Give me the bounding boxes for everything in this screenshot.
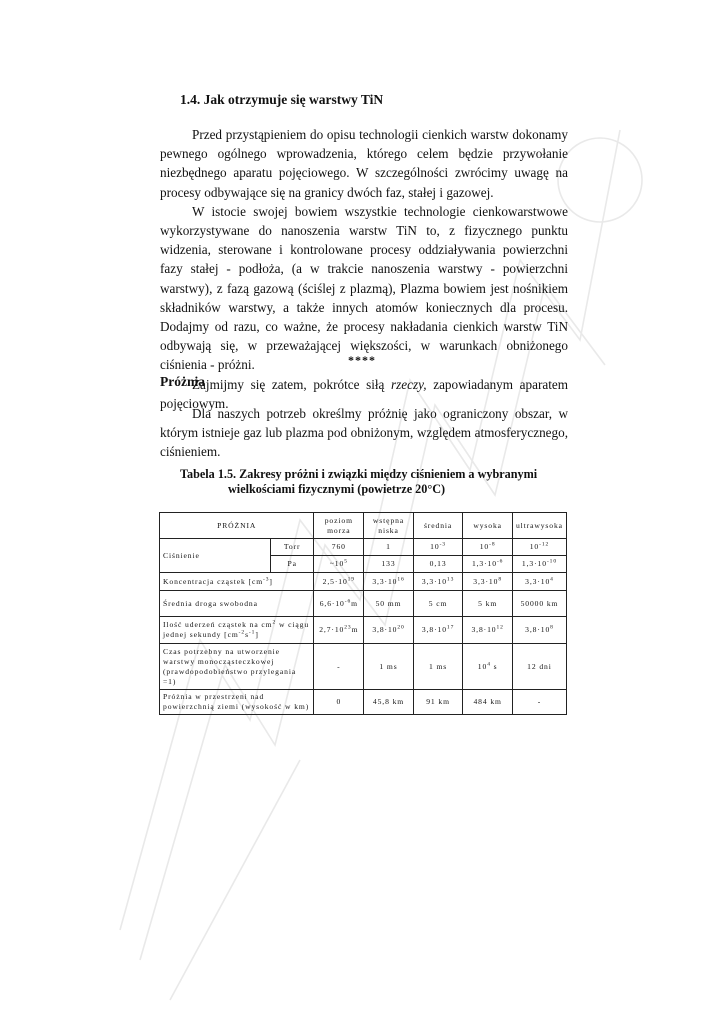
table-cell: 1 ms bbox=[364, 644, 414, 690]
table-cell: $1,3\cdot 10^{-6}$ bbox=[463, 556, 513, 573]
table-cell: 484 km bbox=[463, 690, 513, 715]
table-cell: $1,3\cdot 10^{-10}$ bbox=[512, 556, 566, 573]
table-cell: $10^{-12}$ bbox=[512, 539, 566, 556]
paragraph-3: Zajmijmy się zatem, pokrótce siłą rzeczy, zapowiadanym aparatem pojęciowym. bbox=[160, 376, 568, 411]
unit-torr: Torr bbox=[270, 539, 313, 556]
table-cell: - bbox=[314, 644, 364, 690]
header-col: wstępna niska bbox=[364, 513, 414, 539]
vacuum-text bbox=[160, 404, 568, 462]
table-cell: 133 bbox=[364, 556, 414, 573]
table-cell: $3,8\cdot 10^{20}$ bbox=[364, 617, 414, 644]
table-cell: $10^4$ s bbox=[463, 644, 513, 690]
table-cell: 5 km bbox=[463, 591, 513, 617]
separator-stars: **** bbox=[348, 353, 376, 367]
table-cell: 91 km bbox=[413, 690, 463, 715]
table-cell: $10^{-3}$ bbox=[413, 539, 463, 556]
table-caption: Tabela 1.5. Zakresy próżni i związki między ciśnieniem a wybranymi wielkościami fizycznymi (powietrze 20°C) bbox=[180, 467, 538, 496]
table-row bbox=[160, 539, 567, 556]
header-col: ultrawysoka bbox=[512, 513, 566, 539]
table-cell: $3,3\cdot 10^{16}$ bbox=[364, 573, 414, 591]
pressure-label: Ciśnienie bbox=[160, 539, 271, 573]
table-row bbox=[160, 591, 567, 617]
row-label: Ilość uderzeń cząstek na $cm^2$ w ciągu jednej sekundy $[cm^{-2}s^{-1}]$ bbox=[160, 617, 314, 644]
table-cell: $2,7\cdot 10^{23}m$ bbox=[314, 617, 364, 644]
table-cell: 0,13 bbox=[413, 556, 463, 573]
paragraph-4: Dla naszych potrzeb określmy próżnię jako ograniczony obszar, w którym istnieje gaz lub plazma pod obniżonym, względem atmosferycznego, ciśnieniem. bbox=[160, 406, 568, 460]
table-row bbox=[160, 690, 567, 715]
intro-text bbox=[160, 125, 568, 413]
table-cell: $\sim 10^5$ bbox=[314, 556, 364, 573]
table-cell: $3,8\cdot 10^{12}$ bbox=[463, 617, 513, 644]
table-cell: 1 ms bbox=[413, 644, 463, 690]
table-cell: $3,8\cdot 10^{17}$ bbox=[413, 617, 463, 644]
table-cell: 50 mm bbox=[364, 591, 414, 617]
unit-pa: Pa bbox=[270, 556, 313, 573]
table-cell: $3,3\cdot 10^{13}$ bbox=[413, 573, 463, 591]
table-row bbox=[160, 617, 567, 644]
row-label: Średnia droga swobodna bbox=[160, 591, 314, 617]
table-cell: $6,6\cdot 10^{-6}m$ bbox=[314, 591, 364, 617]
table-cell: $2,5\cdot 10^{19}$ bbox=[314, 573, 364, 591]
table-cell: 45,8 km bbox=[364, 690, 414, 715]
table-cell: $10^{-8}$ bbox=[463, 539, 513, 556]
table-cell: $3,8\cdot 10^8$ bbox=[512, 617, 566, 644]
table-row bbox=[160, 644, 567, 690]
row-label: Koncentracja cząstek $[cm^{-3}]$ bbox=[160, 573, 314, 591]
paragraph-2: W istocie swojej bowiem wszystkie technologie cienkowarstwowe wykorzystywane do nanoszenia warstw TiN to, z fizycznego punktu widzenia, sterowane i kontrolowane procesy oddziaływania powierzchni fazy stałej - podłoża, (a w trakcie nanoszenia warstwy - powierzchni warstwy), z fazą gazową (ściślej z plazmą), Plazma bowiem jest nośnikiem składników warstwy, a także innych atomów koniecznych dla procesu. Dodajmy od razu, co ważne, że procesy nakładania cienkich warstw TiN odbywają się, w przeważającej większości, w warunkach obniżonego ciśnienia - próżni. bbox=[160, 203, 568, 373]
table-cell: - bbox=[512, 690, 566, 715]
header-col: wysoka bbox=[463, 513, 513, 539]
row-label: Próżnia w przestrzeni nad powierzchnią ziemi (wysokość w km) bbox=[160, 690, 314, 715]
emphasis-rzeczy: rzeczy, bbox=[391, 376, 427, 392]
table-cell: $3,3\cdot 10^4$ bbox=[512, 573, 566, 591]
row-label: Czas potrzebny na utworzenie warstwy monocząsteczkowej (prawdopodobieństwo przylegania =1) bbox=[160, 644, 314, 690]
header-col: średnia bbox=[413, 513, 463, 539]
table-header-row bbox=[160, 513, 567, 539]
table-cell: 5 cm bbox=[413, 591, 463, 617]
paragraph-1: Przed przystąpieniem do opisu technologii cienkich warstw dokonamy pewnego ogólnego wprowadzenia, którego celem będzie przywołanie niezbędnego aparatu pojęciowego. W szczególności zwrócimy uwagę na procesy odbywające się na granicy dwóch faz, stałej i gazowej. bbox=[160, 127, 568, 200]
table-cell: 12 dni bbox=[512, 644, 566, 690]
table-cell: 1 bbox=[364, 539, 414, 556]
section-title: 1.4. Jak otrzymuje się warstwy TiN bbox=[180, 92, 384, 107]
table-cell: 50000 km bbox=[512, 591, 566, 617]
table-cell: 0 bbox=[314, 690, 364, 715]
subsection-title: Próżnia bbox=[160, 374, 205, 389]
header-vacuum: PRÓŻNIA bbox=[160, 513, 314, 539]
table-row bbox=[160, 573, 567, 591]
table-cell: $3,3\cdot 10^8$ bbox=[463, 573, 513, 591]
vacuum-table bbox=[159, 512, 567, 715]
header-col: poziom morza bbox=[314, 513, 364, 539]
table-cell: 760 bbox=[314, 539, 364, 556]
